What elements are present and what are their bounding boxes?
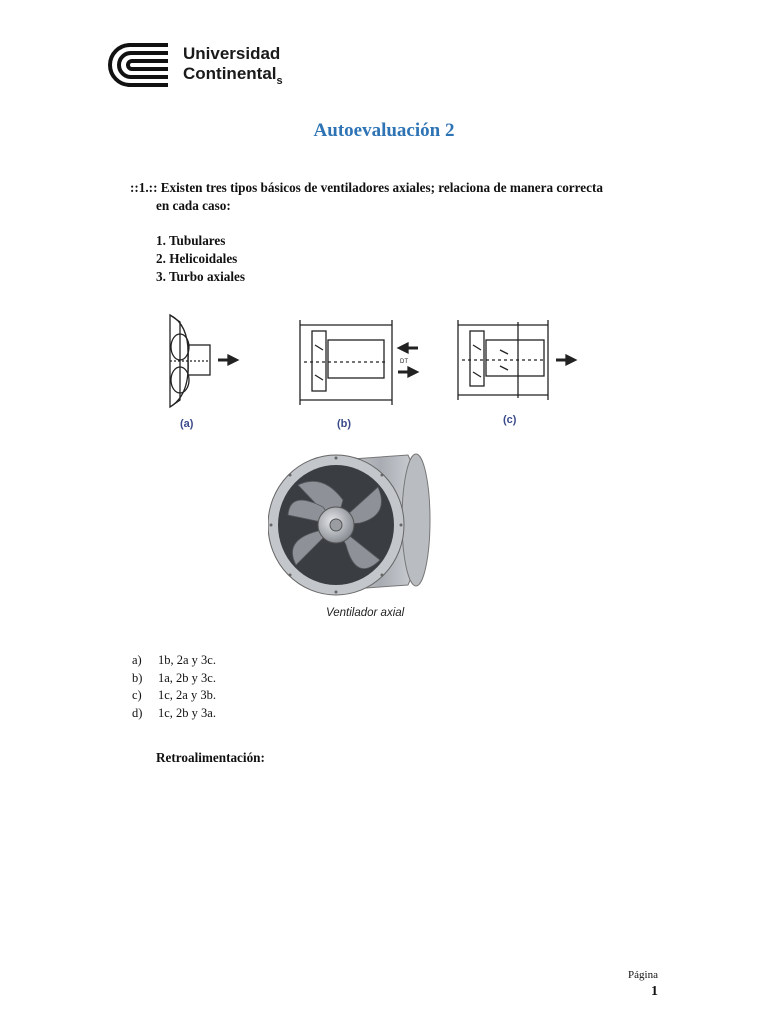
logo-mark-icon: [108, 42, 172, 88]
fan-types-list: [156, 232, 245, 286]
page-label: Página: [628, 969, 658, 981]
diagram-label-c: (c): [503, 414, 517, 426]
university-logo: [108, 40, 308, 90]
option-c[interactable]: [132, 687, 216, 705]
fan-type-item: 3. Turbo axiales: [156, 269, 246, 284]
logo-line2: Continental: [183, 64, 277, 83]
option-text: 1a, 2b y 3c.: [158, 670, 216, 685]
axial-fan-image: [268, 445, 438, 605]
option-key: a): [132, 653, 142, 667]
option-b[interactable]: [132, 670, 216, 688]
fan-diagrams: [160, 300, 600, 440]
diagram-c: [458, 320, 548, 400]
page-number: 1: [651, 984, 658, 999]
option-text: 1c, 2b y 3a.: [158, 705, 216, 720]
feedback-label: Retroalimentación:: [156, 750, 265, 765]
option-a[interactable]: [132, 652, 216, 670]
fan-type-item: 2. Helicoidales: [156, 251, 238, 266]
logo-line1: Universidad: [183, 44, 281, 63]
photo-caption: Ventilador axial: [326, 607, 405, 619]
logo-text: [183, 44, 283, 91]
option-key: d): [132, 705, 143, 720]
option-text: 1c, 2a y 3b.: [158, 688, 216, 702]
page-title: Autoevaluación 2: [313, 120, 455, 141]
diagram-label-a: (a): [180, 418, 194, 430]
logo-sub: s: [276, 75, 283, 87]
diagram-b: [300, 320, 392, 405]
fan-diagrams-drawing: [160, 300, 600, 440]
question-line2: en cada caso:: [156, 198, 231, 213]
option-d[interactable]: [132, 705, 216, 723]
diagram-label-b: (b): [337, 418, 352, 430]
diagram-a: [170, 315, 210, 407]
axial-fan-photo: [268, 445, 438, 630]
question-line1: ::1.:: Existen tres tipos básicos de ventiladores axiales; relaciona de manera correcta: [130, 180, 603, 195]
option-key: b): [132, 670, 143, 685]
option-text: 1b, 2a y 3c.: [158, 653, 216, 667]
option-key: c): [132, 688, 142, 702]
answer-options: [132, 652, 216, 722]
fan-type-item: 1. Tubulares: [156, 233, 226, 248]
svg-text:DT: DT: [400, 359, 408, 365]
question-text: [130, 179, 660, 215]
